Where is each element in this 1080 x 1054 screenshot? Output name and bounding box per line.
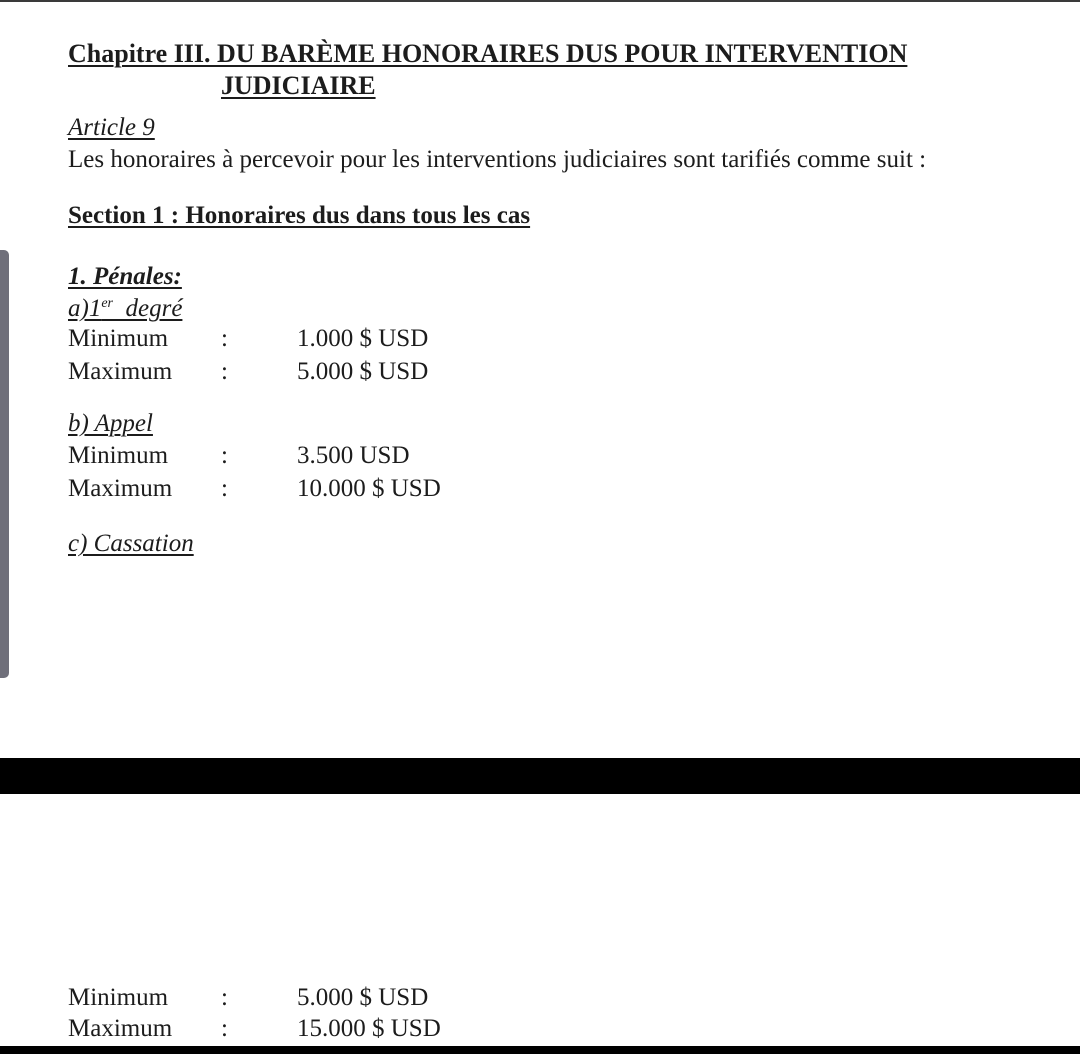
article-body: Les honoraires à percevoir pour les interventions judiciaires sont tarifiés comme suit : [68, 146, 927, 173]
page-divider [0, 758, 1080, 794]
chapter-title-line1: Chapitre III. DU BARÈME HONORAIRES DUS POUR INTERVENTION [68, 39, 908, 68]
appel-label: b) Appel [68, 410, 153, 437]
cassation-min-row: Minimum : 5.000 $ USD [68, 984, 429, 1011]
penales-heading: 1. Pénales: [68, 263, 182, 290]
appel-min-row: Minimum : 3.500 USD [68, 442, 410, 469]
cassation-max-row: Maximum : 15.000 $ USD [68, 1015, 441, 1042]
chapter-title-line2: JUDICIAIRE [221, 71, 376, 100]
appel-max-row: Maximum : 10.000 $ USD [68, 475, 441, 502]
cassation-label: c) Cassation [68, 530, 194, 557]
section-title: Section 1 : Honoraires dus dans tous les cas [68, 202, 531, 229]
first-degree-max-row: Maximum : 5.000 $ USD [68, 358, 429, 385]
first-degree-label: a)1er degré [68, 295, 183, 322]
article-title: Article 9 [68, 114, 155, 141]
first-degree-min-row: Minimum : 1.000 $ USD [68, 325, 429, 352]
bottom-border [0, 1046, 1080, 1054]
top-border [0, 0, 1080, 2]
